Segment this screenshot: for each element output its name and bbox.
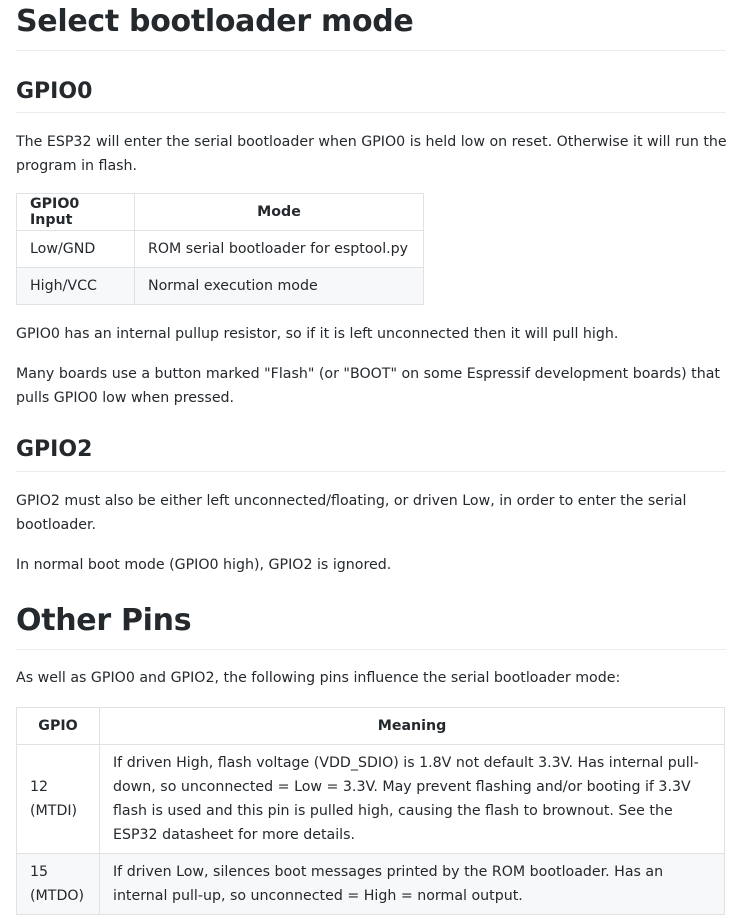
- table-cell: If driven High, flash voltage (VDD_SDIO) is 1.8V not default 3.3V. Has internal pull-down, so unconnected = Low = 3.3V. May prevent flashing and/or booting if 3.3V flash is used and this pin is pulled high, causing the flash to brownout. See the ESP32 datasheet for more details.: [100, 745, 725, 854]
- gpio0-divider: [16, 112, 726, 113]
- table-header-cell: Meaning: [100, 708, 725, 745]
- gpio0-mode-table: [16, 193, 424, 305]
- table-cell: 15 (MTDO): [17, 854, 100, 915]
- gpio0-pullup-note: GPIO0 has an internal pullup resistor, so if it is left unconnected then it will pull high.: [16, 326, 619, 342]
- table-cell: ROM serial bootloader for esptool.py: [135, 231, 424, 268]
- table-row: [17, 854, 725, 915]
- table-header-row: [17, 194, 424, 231]
- table-row: [17, 268, 424, 305]
- table-header-cell: Mode: [135, 194, 424, 231]
- other-pins-divider: [16, 649, 726, 650]
- section-heading-gpio2: GPIO2: [16, 437, 93, 462]
- table-cell: 12 (MTDI): [17, 745, 100, 854]
- gpio2-paragraph-1: GPIO2 must also be either left unconnected/floating, or driven Low, in order to enter the serial bootloader.: [16, 493, 687, 533]
- title-divider: [16, 50, 726, 51]
- table-header-row: [17, 708, 725, 745]
- gpio2-divider: [16, 471, 726, 472]
- table-header-cell: GPIO0 Input: [17, 194, 135, 231]
- table-cell: Low/GND: [17, 231, 135, 268]
- section-heading-other-pins: Other Pins: [16, 603, 192, 638]
- table-cell: If driven Low, silences boot messages printed by the ROM bootloader. Has an internal pull-up, so unconnected = High = normal output.: [100, 854, 725, 915]
- page-title: Select bootloader mode: [16, 4, 414, 39]
- gpio2-paragraph-2: In normal boot mode (GPIO0 high), GPIO2 is ignored.: [16, 557, 392, 573]
- gpio0-button-note: Many boards use a button marked "Flash" (or "BOOT" on some Espressif development boards) that pulls GPIO0 low when pressed.: [16, 366, 720, 406]
- other-pins-table: [16, 707, 725, 915]
- other-pins-intro: As well as GPIO0 and GPIO2, the following pins influence the serial bootloader mode:: [16, 670, 621, 686]
- table-row: [17, 231, 424, 268]
- section-heading-gpio0: GPIO0: [16, 79, 93, 104]
- table-header-cell: GPIO: [17, 708, 100, 745]
- table-row: [17, 745, 725, 854]
- table-cell: Normal execution mode: [135, 268, 424, 305]
- gpio0-intro: The ESP32 will enter the serial bootloader when GPIO0 is held low on reset. Otherwise it will run the program in flash.: [16, 134, 727, 174]
- table-cell: High/VCC: [17, 268, 135, 305]
